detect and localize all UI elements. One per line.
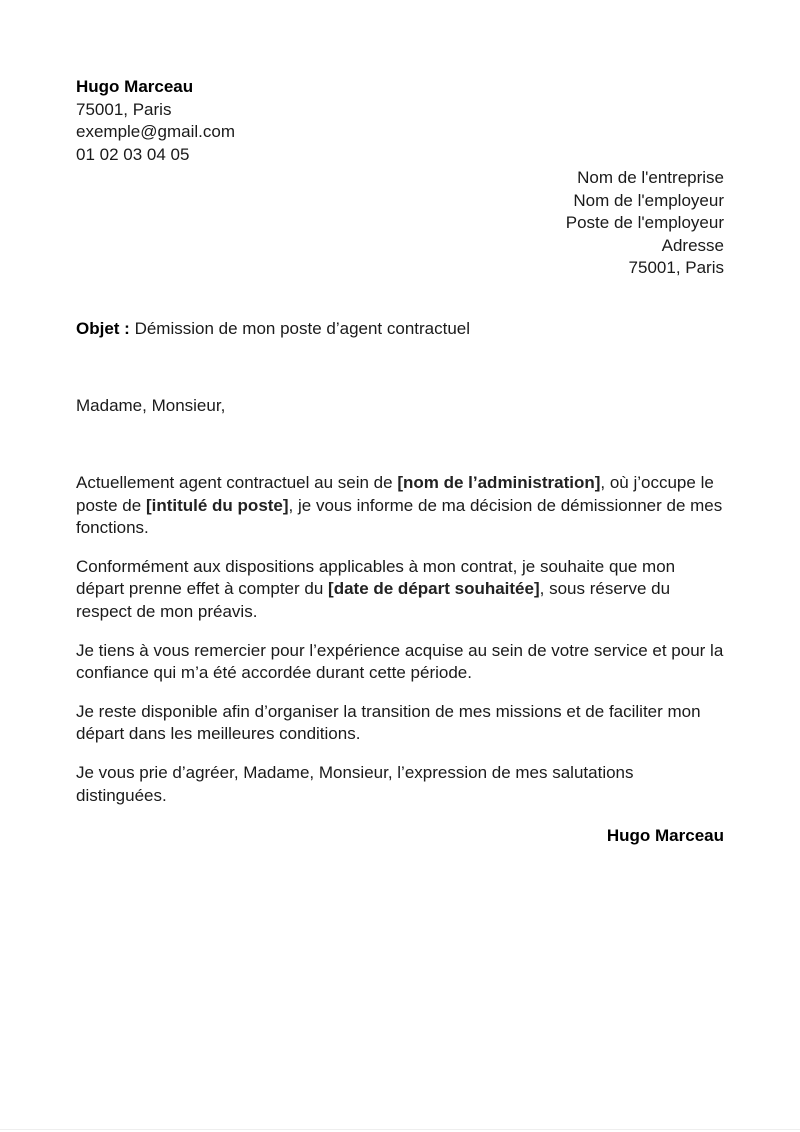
placeholder-departure-date: [date de départ souhaitée] <box>328 579 540 599</box>
greeting: Madame, Monsieur, <box>76 396 226 415</box>
recipient-city: 75001, Paris <box>628 258 724 278</box>
sender-phone: 01 02 03 04 05 <box>76 144 190 164</box>
recipient-company: Nom de l'entreprise <box>577 168 724 187</box>
letter-body <box>76 472 726 823</box>
paragraph-3: Je tiens à vous remercier pour l’expérience acquise au sein de votre service et pour la confiance qui m’a été accordée durant cette période. <box>76 640 724 683</box>
placeholder-job-title: [intitulé du poste] <box>145 495 289 515</box>
paragraph-1-text-c: , je vous informe de ma décision de démissionner de mes fonctions. <box>76 495 723 538</box>
paragraph-2-text-b: , sous réserve du respect de mon préavis. <box>76 579 671 621</box>
sender-name: Hugo Marceau <box>76 77 194 96</box>
page-bottom-divider <box>0 1129 800 1130</box>
subject-text: Démission de mon poste d’agent contractuel <box>129 319 471 338</box>
subject-line <box>76 318 470 341</box>
recipient-block <box>566 167 724 280</box>
subject-label: Objet : <box>76 319 130 338</box>
sender-city: 75001, Paris <box>76 99 172 119</box>
placeholder-administration: [nom de l’administration] <box>397 473 601 492</box>
recipient-address: Adresse <box>661 235 724 255</box>
recipient-employer-position: Poste de l'employeur <box>565 213 724 233</box>
paragraph-2-text-a: Conformément aux dispositions applicables à mon contrat, je souhaite que mon départ prenne effet à compter du <box>76 556 676 599</box>
paragraph-1 <box>76 472 726 540</box>
sender-email: exemple@gmail.com <box>76 122 235 142</box>
paragraph-4: Je reste disponible afin d’organiser la transition de mes missions et de faciliter mon départ dans les meilleures conditions. <box>76 701 701 744</box>
signature: Hugo Marceau <box>606 826 724 845</box>
paragraph-2 <box>76 556 726 624</box>
paragraph-1-text-a: Actuellement agent contractuel au sein de <box>76 473 398 492</box>
sender-block <box>76 76 235 166</box>
paragraph-1-text-b: , où j’occupe le poste de <box>76 473 714 515</box>
recipient-employer-name: Nom de l'employeur <box>573 190 724 210</box>
paragraph-5: Je vous prie d’agréer, Madame, Monsieur, l’expression de mes salutations distinguées. <box>76 762 634 805</box>
